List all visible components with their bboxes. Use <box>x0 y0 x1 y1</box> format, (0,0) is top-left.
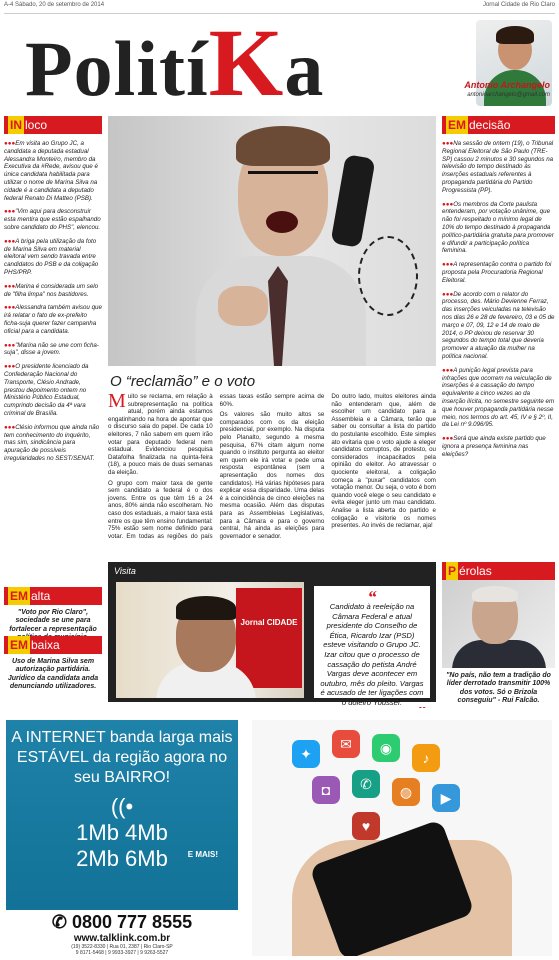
ad-phones: 9 8171-5468 | 9 9933-3927 | 9 9263-5527 <box>75 950 169 956</box>
visita-label: Visita <box>114 566 136 576</box>
ad-title: A INTERNET banda larga mais ESTÁVEL da região agora no seu BAIRRO! <box>11 729 233 786</box>
article-paragraph: O grupo com maior taxa de gente sem candidato a federal é o dos jovens. Entre os que têm 16 a 24 anos, 80% ainda não escolheram. No caso dos estaduais, a maior taxa está entre os que têm ensino fundamental: 75% estão sem nome definido para votar. Em todas as regiões do país essas taxas estão sempre acima de 60%. <box>108 393 325 540</box>
visita-quote-text: Candidato à reeleição na Câmara Federal e atual presidente do Conselho de Ética, Ricardo Izar (PSD) esteve visitando o Grupo JC. Izar citou que o processo de cassação do petista André Vargas deve acontecer em outubro, mês do pleito. Vargas é acusado de ter ligações com o doleiro Youssef. <box>320 602 424 707</box>
drop-cap: M <box>108 390 126 412</box>
embaixa-box <box>4 636 102 696</box>
perolas-head-b: érolas <box>459 564 492 578</box>
emdecisao-note: ●●●A punição legal prevista para infrações que ocorrem na veiculação de inserções é a cassação do tempo equivalente a cinco vezes ao da inserção ilícita, no semestre seguinte em que houver propaganda partidária nesse meio, nos termos do art. 45, IV e § 2º, II, da Lei nº 9.096/95. <box>442 366 555 429</box>
emdecisao-note: ●●●Será que ainda existe partido que ignora a presença feminina nas eleições? <box>442 435 546 458</box>
inloco-note: ●●●Alessandra também avisou que irá relatar o fato de ex-prefeito ficha-suja querer fazer campanha oficial para a candidata. <box>4 304 102 335</box>
phone-icon: ✆ <box>51 912 72 932</box>
embaixa-text: Uso de Marina Silva sem autorização partidária. Jurídico da candidata anda denunciando utilizadores. <box>7 658 99 691</box>
ad-speeds-1: 1Mb 4Mb <box>76 820 168 845</box>
perolas-box <box>442 562 555 710</box>
visita-sign: Jornal CIDADE <box>236 588 302 688</box>
author-name: Antonio Archangelo <box>464 80 550 90</box>
ad-speeds-2: 2Mb 6Mb <box>76 846 168 871</box>
inloco-head-b: loco <box>25 118 48 132</box>
inloco-column <box>4 116 102 463</box>
ad-panel <box>6 720 238 956</box>
column-masthead <box>25 9 385 116</box>
article-paragraph: Muito se reclama, em relação à subrepresentação na política atual, porém ainda estamos engatinhando na hora de apontar que o discurso saia do papel. De cada 10 eleitores, 7 não sabem em quem irão votar para deputado federal nem estadual. Evidenciou pesquisa Datafolha finalizada na quinta-feira (18), a pouco mais de duas semanas da eleição. <box>108 390 213 476</box>
emdecisao-note: ●●●A representação contra o partido foi proposta pela Procuradoria Regional Eleitoral. <box>442 261 552 284</box>
article-headline: O “reclamão” e o voto <box>110 373 256 390</box>
embaixa-head-a: EM <box>10 638 28 652</box>
ad-contact <box>6 910 238 956</box>
ad-phone: ✆ 0800 777 8555 <box>51 912 193 932</box>
wifi-icon: ((• <box>110 794 134 819</box>
inloco-note: ●●●"Vim aqui para desconstruir esta mentira que estão espalhando sobre candidato do PHS", elencou. <box>4 208 101 231</box>
author-email: antonioarchangelo@gmail.com <box>467 92 550 98</box>
ad-illustration <box>252 720 552 956</box>
heart-icon: ♥ <box>352 812 380 840</box>
emalta-header <box>4 587 102 605</box>
open-quote-icon: “ <box>367 587 377 607</box>
emdecisao-header <box>442 116 555 134</box>
ad-url: www.talklink.com.br <box>73 933 171 944</box>
article-paragraph: Os valores são muito altos se comparados com os da eleição presidencial, por exemplo. Na disputa pelo Planalto, segundo a mesma pesquisa, 67% citam algum nome quando o instituto pergunta ao eleitor em quem ele irá votar e pede uma resposta espontânea (sem a apresentação dos nomes dos candidatos). Há várias hipóteses para explicar essa disparidade. Uma delas é a coincidência de cinco eleições na mesma ocasião. Além das disputas para as Assembleias Legislativas, para a Câmara e para o governo central, há ainda as eleições para governador e senador. <box>219 411 325 540</box>
inloco-note: ●●●O presidente licenciado da Confederação Nacional do Transporte, Clésio Andrade, prestou depoimento ontem no Ministério Público Estadual, cumprindo decisão da 4ª vara criminal de Brasília. <box>4 363 89 417</box>
chat-icon: ◉ <box>372 734 400 762</box>
folio-right: Jornal Cidade de Rio Claro <box>482 2 555 8</box>
perolas-header <box>442 562 555 580</box>
inloco-note: ●●●Marina é considerada um selo de "filha limpa" nos bastidores. <box>4 282 99 298</box>
talklink-ad <box>0 708 559 960</box>
inloco-note: ●●●Em visita ao Grupo JC, a candidata a deputada estadual Alessandra Monteiro, membro da Executiva da #Rede, avisou que é única candidata habilitada para utilizar o nome de Marina Silva na cidade é a candidata a deputado federal Renato Di Matteo (PSB). <box>4 140 98 202</box>
emdecisao-head-a: EM <box>448 118 466 132</box>
visita-box <box>108 562 436 707</box>
inloco-note: ●●●A briga pela utilização da foto de Marina Silva em material eleitoral vem sendo travada entre candidatos do PSB e da coligação PHS/PRP. <box>4 237 99 276</box>
masthead-k: K <box>208 9 285 116</box>
emdecisao-note: ●●●Os membros da Corte paulista entenderam, por votação unânime, que não foi respeitado o mínimo legal de 10% do tempo destinado à propaganda político-partidária gratuita para promover e difundir a participação política feminina. <box>442 200 554 255</box>
music-icon: ♪ <box>412 744 440 772</box>
video-icon: ▶ <box>432 784 460 812</box>
masthead-start: Polití <box>25 25 209 112</box>
emalta-head-a: EM <box>10 589 28 603</box>
visita-quote <box>314 586 430 707</box>
inloco-note: ●●●"Marina não se une com ficha-suja", disse a jovem. <box>4 341 99 357</box>
embaixa-head-b: baixa <box>31 638 60 652</box>
camera-icon: ◘ <box>312 776 340 804</box>
inloco-head-a: IN <box>10 118 22 132</box>
emalta-head-b: alta <box>31 589 51 603</box>
phone-call-icon: ✆ <box>352 770 380 798</box>
emdecisao-column <box>442 116 555 458</box>
perolas-photo <box>442 580 555 668</box>
embaixa-header <box>4 636 102 654</box>
article-body <box>108 390 436 563</box>
inloco-header <box>4 116 102 134</box>
ad-address: (19) 3522-8330 | Rua 01, 2387 | Rio Claro-SP <box>71 944 173 950</box>
bird-icon: ✦ <box>292 740 320 768</box>
emdecisao-note: ●●●De acordo com o relator do processo, des. Mário Devienne Ferraz, das inserções veiculadas na televisão nos dias 26 e 28 de fevereiro, 03 e 05 de março e 07, 09, 12 e 14 de maio de 2014, o PP deixou de reservar 30 segundos do tempo total que deveria promover a atuação da mulher na política nacional. <box>442 290 555 360</box>
inloco-text <box>4 140 102 463</box>
article-paragraph: Do outro lado, muitos eleitores ainda não entenderam que, além de escolher um candidato para a Assembleia e a Câmara, terão que saber ou consultar a lista do partido do postulante escolhido. Este simples ato evitaria que o voto ajude a eleger candidatos corruptos, de protesto, ou considerados incapacitados pela opinião do eleitor. Ao atravessar o quociente eleitoral, a coligação começa a "puxar" candidatos com votação menor. Ou seja, o voto é bom quando você elege o seu candidato e evita eleger junto um mau candidato. Analise a lista aberta do partido e coligação e visitorie os nomes presentes. Ao invés de reclamar, aja! <box>331 393 436 530</box>
mail-icon: ✉ <box>332 730 360 758</box>
globe-icon: ◍ <box>392 778 420 806</box>
folio-left: A-4 Sábado, 20 de setembro de 2014 <box>4 2 105 8</box>
emalta-text: "Voto por Rio Claro", sociedade se une para fortalecer a representação <box>9 609 97 633</box>
inloco-note: ●●●Clésio informou que ainda não tem conhecimento do inquérito, mas sim, sindicância para apuração de possíveis irregularidades no SEST/SENAT. <box>4 423 100 462</box>
emdecisao-text <box>442 140 555 458</box>
ad-more: E MAIS! <box>187 850 218 859</box>
perolas-head-a: P <box>448 564 457 578</box>
perolas-quote: "No país, não tem a tradição do líder derrotado transmitir 100% dos votos. Só o Brizola conseguiu" - Rui Falcão. <box>446 672 551 705</box>
masthead-end: a <box>284 25 325 112</box>
visita-photo <box>116 582 304 698</box>
emdecisao-note: ●●●Na sessão de ontem (19), o Tribunal Regional Eleitoral de São Paulo (TRE-SP) cassou 2 minutos e 30 segundos na televisão do tempo destinado às inserções estaduais referentes à propaganda partidária do Partido Progressista (PP). <box>442 140 554 194</box>
emdecisao-head-b: decisão <box>469 118 511 132</box>
angry-man-photo <box>108 116 436 366</box>
